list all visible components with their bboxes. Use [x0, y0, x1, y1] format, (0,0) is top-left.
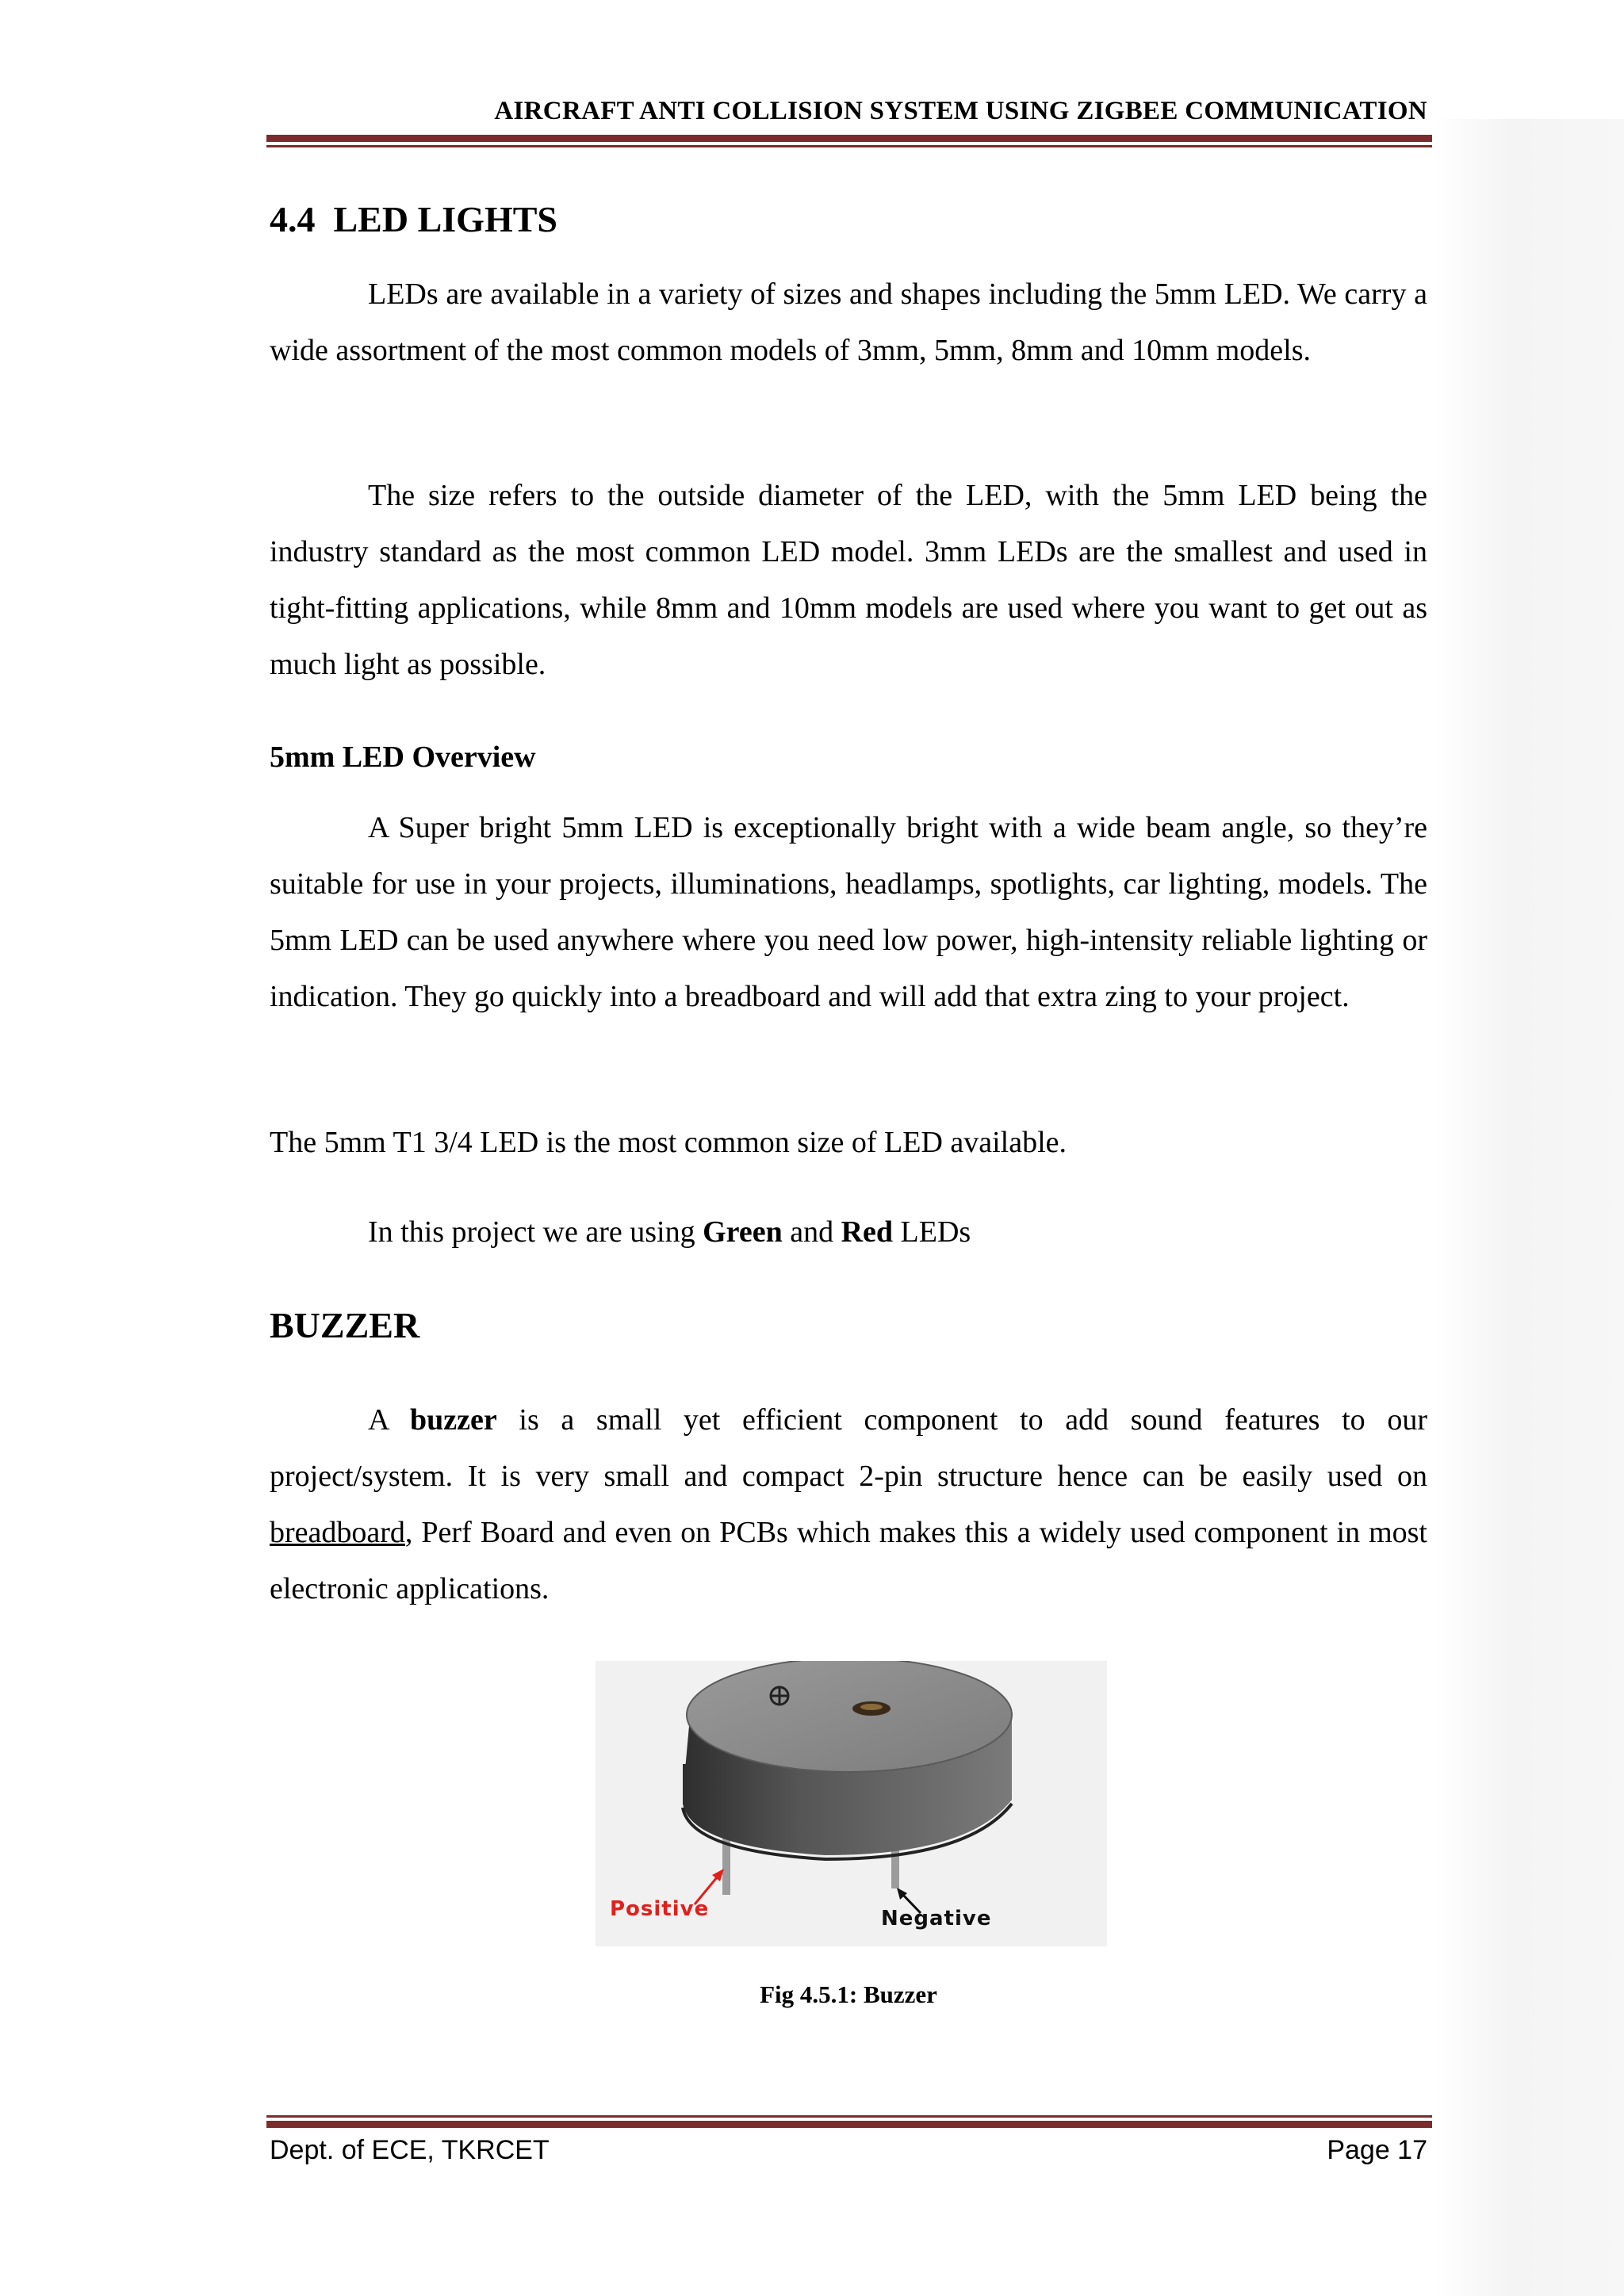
- footer-rule-thick: [266, 2121, 1432, 2128]
- buzzer-sound-hole-inner: [860, 1704, 883, 1710]
- led-paragraph-1: LEDs are available in a variety of sizes and shapes including the 5mm LED. We carry a wide assortment of the most common models of 3mm, 5mm, 8mm and 10mm models.: [270, 277, 1427, 367]
- section-number: 4.4: [270, 199, 316, 239]
- led-paragraph-3: A Super bright 5mm LED is exceptionally bright with a wide beam angle, so they’re suitable for use in your projects, illuminations, headlamps, spotlights, car lighting, models. The 5mm LED can be used anywhere where you need low power, high-intensity reliable lighting or indication. They go quickly into a breadboard and will add that extra zing to your project.: [270, 811, 1427, 1013]
- running-header: AIRCRAFT ANTI COLLISION SYSTEM USING ZIGBEE COMMUNICATION: [494, 97, 1427, 125]
- header-rule-thin: [266, 145, 1432, 147]
- led-p5-and: and: [782, 1215, 841, 1249]
- buzzer-p1-a: A: [368, 1403, 411, 1437]
- buzzer-bold: buzzer: [410, 1403, 497, 1437]
- subheading-5mm-led: 5mm LED Overview: [270, 740, 536, 774]
- section-heading-led: [270, 198, 557, 240]
- led-paragraph-5: [270, 1204, 1427, 1261]
- header-rule-thick: [266, 135, 1432, 142]
- negative-label: Negative: [881, 1907, 992, 1931]
- footer-rule-thin: [266, 2115, 1432, 2118]
- page-number: Page 17: [1327, 2135, 1427, 2165]
- buzzer-figure: [596, 1661, 1107, 1946]
- led-p5-suffix: LEDs: [893, 1215, 971, 1249]
- led-p5-text: In this project we are using: [368, 1215, 703, 1249]
- led-paragraph-2: The size refers to the outside diameter of the LED, with the 5mm LED being the industry standard as the most common LED model. 3mm LEDs are the smallest and used in tight-fitting applications, while 8mm and 10mm models are used where you want to get out as much light as possible.: [270, 479, 1427, 681]
- positive-label: Positive: [610, 1897, 710, 1921]
- led-green-bold: Green: [703, 1215, 783, 1249]
- breadboard-link[interactable]: breadboard: [270, 1516, 405, 1549]
- led-red-bold: Red: [841, 1215, 894, 1249]
- section-title: LED LIGHTS: [333, 199, 557, 239]
- buzzer-paragraph: [270, 1392, 1427, 1617]
- led-paragraph-4: The 5mm T1 3/4 LED is the most common size of LED available.: [270, 1126, 1067, 1159]
- buzzer-p1-b: is a small yet efficient component to add sound features to our project/system. It is very small and compact 2-pin structure hence can be easily used on: [270, 1403, 1427, 1493]
- footer-department: Dept. of ECE, TKRCET: [270, 2135, 550, 2165]
- positive-pin: [722, 1831, 730, 1895]
- buzzer-p1-c: , Perf Board and even on PCBs which makes this a widely used component in most electronic applications.: [270, 1516, 1427, 1605]
- section-heading-buzzer: BUZZER: [270, 1305, 420, 1345]
- page-edge-shade: [1434, 119, 1624, 2296]
- figure-caption: Fig 4.5.1: Buzzer: [760, 1980, 937, 2008]
